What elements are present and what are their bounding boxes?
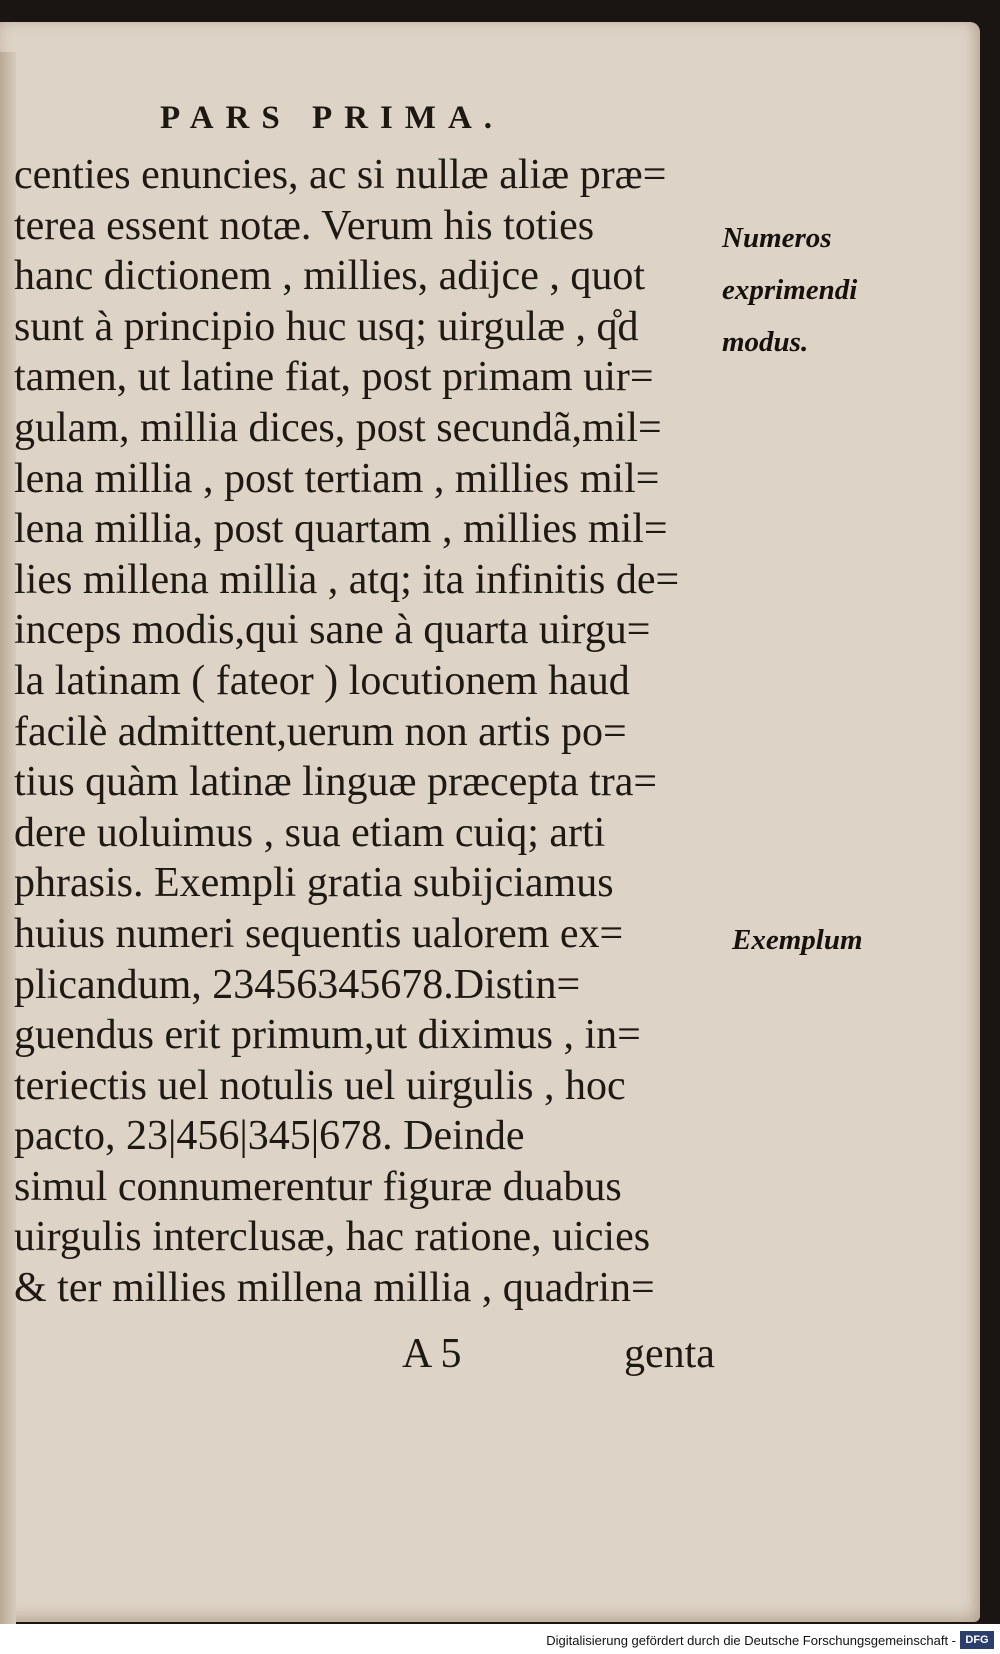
text-line: terea essent notæ. Verum his toties [14,202,595,249]
digitization-footer [0,1624,1000,1654]
dfg-logo: DFG [960,1631,994,1649]
body-text [14,150,734,1314]
book-page [0,22,980,1622]
text-line: simul connumerentur figuræ duabus [14,1163,622,1210]
text-line: lena millia , post tertiam , millies mil= [14,455,660,502]
marginal-note-line: Numeros [722,222,832,254]
signature-mark: A 5 [402,1331,462,1377]
text-line: lena millia, post quartam , millies mil= [14,506,668,553]
text-line: phrasis. Exempli gratia subijciamus [14,860,614,907]
text-line: & ter millies millena millia , quadrin= [14,1265,655,1312]
text-line: tius quàm latinæ linguæ præcepta tra= [14,759,658,806]
text-line: inceps modis,qui sane à quarta uirgu= [14,607,651,654]
text-line: facilè admittent,uerum non artis po= [14,708,627,755]
text-line: sunt à principio huc usq; uirgulæ , q̊d [14,303,639,350]
text-line: tamen, ut latine fiat, post primam uir= [14,354,654,401]
text-line: centies enuncies, ac si nullæ aliæ præ= [14,152,667,198]
text-line: la latinam ( fateor ) locutionem haud [14,657,630,704]
text-line: huius numeri sequentis ualorem ex= [14,910,624,957]
marginal-note-line: exprimendi [722,274,858,306]
marginal-note-line: modus. [722,326,809,358]
running-head: PARS PRIMA. [160,100,505,136]
marginal-note-numbers [722,212,857,368]
text-line: teriectis uel notulis uel uirgulis , hoc [14,1062,626,1109]
text-line: pacto, 23|456|345|678. Deinde [14,1113,525,1160]
catchword: genta [624,1331,715,1377]
funding-credit: Digitalisierung gefördert durch die Deutsche Forschungsgemeinschaft - [546,1633,956,1648]
text-line: guendus erit primum,ut diximus , in= [14,1012,641,1059]
marginal-note-example: Exemplum [732,924,863,956]
text-line: gulam, millia dices, post secundã,mil= [14,404,662,451]
text-line: dere uoluimus , sua etiam cuiq; arti [14,809,606,856]
text-line: plicandum, 23456345678.Distin= [14,961,581,1008]
text-line: lies millena millia , atq; ita infinitis de= [14,556,680,603]
text-line: hanc dictionem , millies, adijce , quot [14,253,646,300]
text-line: uirgulis interclusæ, hac ratione, uicies [14,1214,651,1261]
